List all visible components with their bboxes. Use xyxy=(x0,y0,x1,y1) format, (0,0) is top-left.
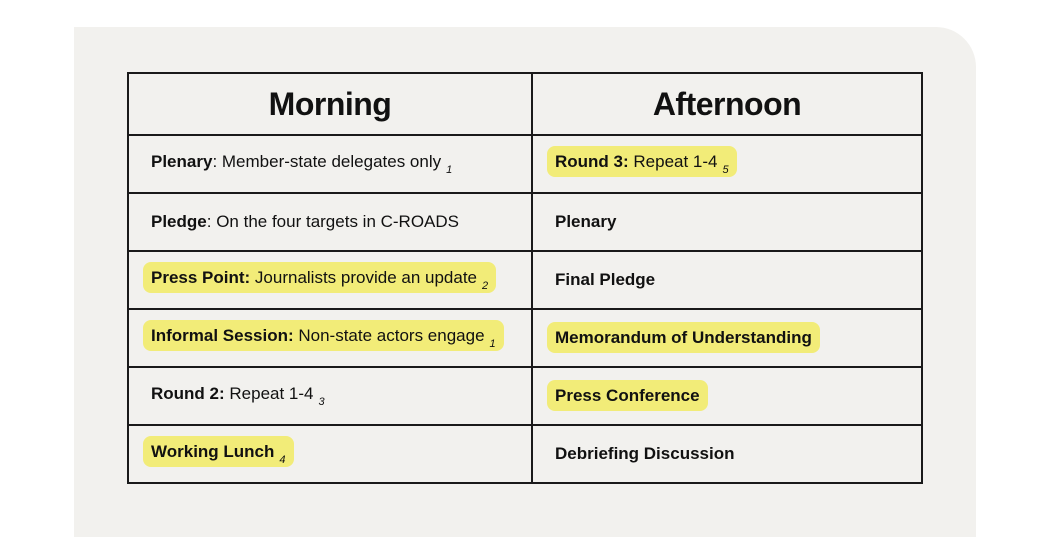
session-item xyxy=(547,322,820,353)
footnote-number: 5 xyxy=(722,164,729,176)
session-description: Journalists provide an update xyxy=(250,268,478,287)
footnote-number: 3 xyxy=(318,396,325,408)
session-item xyxy=(151,212,459,231)
session-item xyxy=(555,270,655,289)
morning-cell xyxy=(128,135,532,193)
session-title: Debriefing Discussion xyxy=(555,444,735,463)
session-item xyxy=(555,444,734,463)
session-item xyxy=(151,152,453,176)
afternoon-header: Afternoon xyxy=(532,73,922,135)
afternoon-cell xyxy=(532,193,922,251)
session-title: Plenary xyxy=(151,152,213,171)
session-item xyxy=(151,384,325,408)
table-row xyxy=(128,425,922,483)
session-description: : On the four targets in C-ROADS xyxy=(206,212,460,231)
session-title: Memorandum of Understanding xyxy=(555,328,812,347)
session-description: : Member-state delegates only xyxy=(212,152,442,171)
table-row xyxy=(128,135,922,193)
afternoon-cell xyxy=(532,425,922,483)
morning-cell xyxy=(128,367,532,425)
session-title: Round 3: xyxy=(555,152,629,171)
afternoon-cell xyxy=(532,251,922,309)
table-row xyxy=(128,309,922,367)
table-row xyxy=(128,251,922,309)
footnote-number: 1 xyxy=(489,338,496,350)
session-item xyxy=(143,320,504,351)
header-row xyxy=(128,73,922,135)
table-row xyxy=(128,193,922,251)
morning-header: Morning xyxy=(128,73,532,135)
afternoon-cell xyxy=(532,135,922,193)
session-title: Round 2: xyxy=(151,384,225,403)
session-title: Informal Session: xyxy=(151,326,294,345)
session-title: Press Point: xyxy=(151,268,251,287)
session-title: Final Pledge xyxy=(555,270,656,289)
footnote-number: 4 xyxy=(279,454,286,466)
session-item xyxy=(547,380,708,411)
session-item xyxy=(143,262,496,293)
session-description: Repeat 1-4 xyxy=(224,384,314,403)
session-title: Pledge xyxy=(151,212,207,231)
footnote-number: 2 xyxy=(482,280,489,292)
session-title: Working Lunch xyxy=(151,442,275,461)
morning-cell xyxy=(128,309,532,367)
session-item xyxy=(547,146,737,177)
session-description: Non-state actors engage xyxy=(293,326,485,345)
morning-cell xyxy=(128,251,532,309)
footnote-number: 1 xyxy=(446,164,453,176)
afternoon-cell xyxy=(532,367,922,425)
table-row xyxy=(128,367,922,425)
morning-cell xyxy=(128,193,532,251)
session-title: Plenary xyxy=(555,212,617,231)
session-item xyxy=(143,436,294,467)
afternoon-cell xyxy=(532,309,922,367)
morning-cell xyxy=(128,425,532,483)
schedule-table xyxy=(127,72,923,484)
session-description: Repeat 1-4 xyxy=(628,152,718,171)
session-title: Press Conference xyxy=(555,386,700,405)
session-item xyxy=(555,212,616,231)
